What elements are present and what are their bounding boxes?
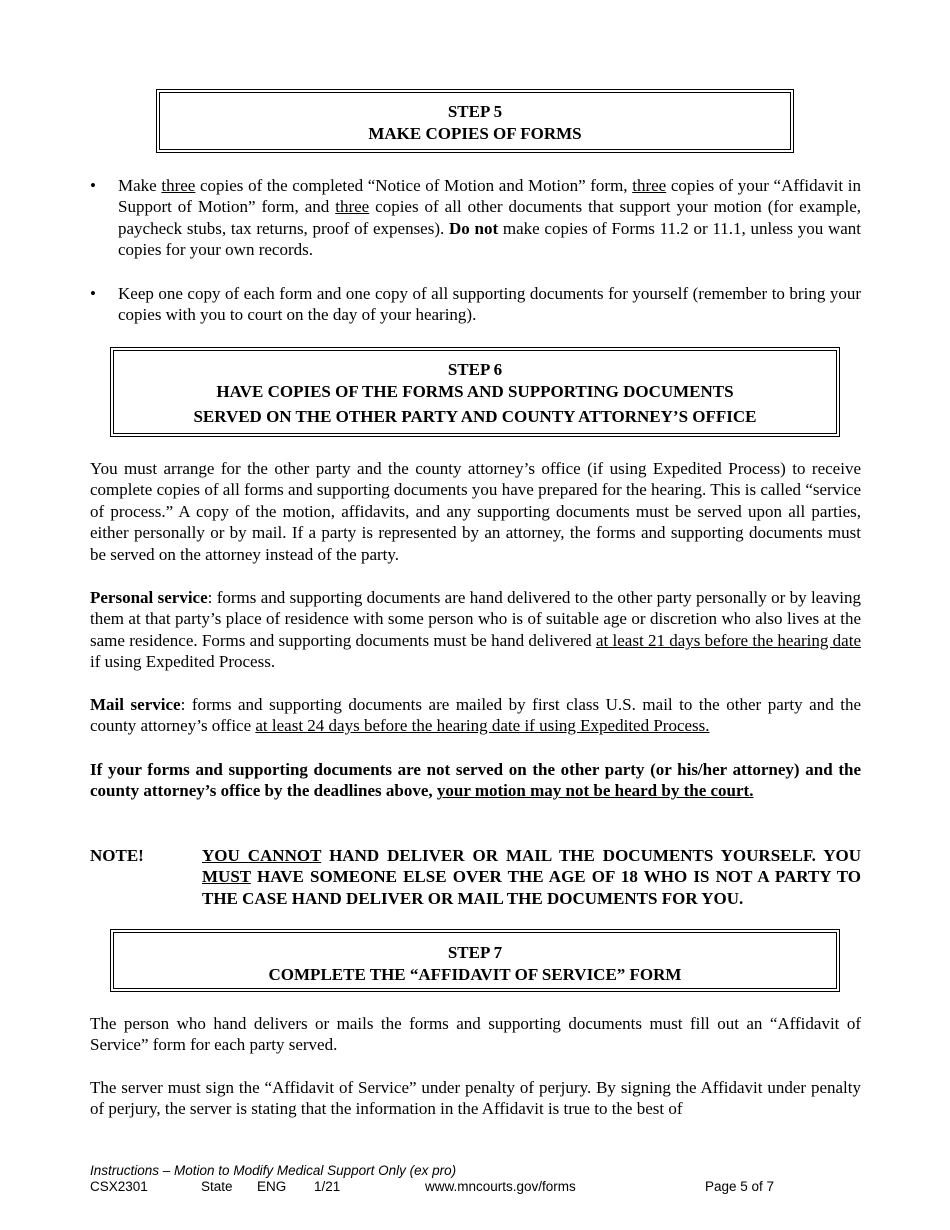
mail-service-paragraph: Mail service: forms and supporting documents are mailed by first class U.S. mail to the other party and the county attorney’s office at least 24 days before the hearing date if using Expedited Process. [90,695,862,736]
bullet-dot: • [90,284,96,303]
footer-form-code: CSX2301 [90,1179,148,1194]
footer-language: ENG [257,1179,287,1194]
step-5-title: MAKE COPIES OF FORMS [368,123,582,143]
footer-url: www.mncourts.gov/forms [425,1179,576,1194]
step-6-title-line-2: SERVED ON THE OTHER PARTY AND COUNTY ATTORNEY’S OFFICE [193,407,757,426]
footer-info-row [90,1179,861,1195]
note-text: YOU CANNOT HAND DELIVER OR MAIL THE DOCUMENTS YOURSELF. YOU MUST HAVE SOMEONE ELSE OVER THE AGE OF 18 WHO IS NOT A PARTY TO THE CASE HAND DELIVER OR MAIL THE DOCUMENTS FOR YOU. [202,846,862,908]
step-6-box [110,347,840,437]
service-of-process-paragraph: You must arrange for the other party and the county attorney’s office (if using Expedited Process) to receive complete copies of all forms and supporting documents you have prepared for the hearing. This is called “service of process.” A copy of the motion, affidavits, and any supporting documents must be served upon all parties, either personally or by mail. If a party is represented by an attorney, the forms and supporting documents must be served on the attorney instead of the party. [90,459,861,564]
step-5-box [156,89,794,153]
bullet-make-copies [90,175,861,261]
step-6-heading: STEP 6 [447,360,503,379]
step-6-title-line-1: HAVE COPIES OF THE FORMS AND SUPPORTING DOCUMENTS [216,381,734,401]
footer-date: 1/21 [314,1179,341,1194]
page-footer [90,1163,861,1195]
step-7-heading: STEP 7 [447,943,503,962]
bullet-dot: • [90,176,96,195]
note-block [90,845,861,909]
footer-jurisdiction: State [201,1179,233,1194]
note-label: NOTE! [90,846,144,865]
deadline-warning-paragraph: If your forms and supporting documents are not served on the other party (or his/her attorney) and the county attorney’s office by the deadlines above, your motion may not be heard by the court. [90,760,861,801]
step-5-heading: STEP 5 [447,102,503,121]
affidavit-paragraph-1: The person who hand delivers or mails the forms and supporting documents must fill out an “Affidavit of Service” form for each party served. [90,1014,861,1055]
bullet-keep-copy [90,283,861,326]
affidavit-paragraph-2: The server must sign the “Affidavit of Service” under penalty of perjury. By signing the Affidavit under penalty of perjury, the server is stating that the information in the Affidavit is true to the best of [90,1078,861,1119]
step-7-title: COMPLETE THE “AFFIDAVIT OF SERVICE” FORM [268,964,682,984]
footer-page-number: Page 5 of 7 [705,1179,775,1194]
footer-title: Instructions – Motion to Modify Medical Support Only (ex pro) [90,1163,457,1178]
step-7-box [110,929,840,992]
bullet-make-copies-text: Make three copies of the completed “Notice of Motion and Motion” form, three copies of your “Affidavit in Support of Motion” form, and three copies of all other documents that support your motion (for example, paycheck stubs, tax returns, proof of expenses). Do not make copies of Forms 11.2 or 11.1, unless you want copies for your own records. [118,176,861,260]
bullet-keep-copy-text: Keep one copy of each form and one copy of all supporting documents for yourself (remember to bring your copies with you to court on the day of your hearing). [118,284,861,325]
personal-service-paragraph: Personal service: forms and supporting documents are hand delivered to the other party personally or by leaving them at that party’s place of residence with some person who is of suitable age or discretion who also lives at the same residence. Forms and supporting documents must be hand delivered at least 21 days before the hearing date if using Expedited Process. [90,588,861,672]
